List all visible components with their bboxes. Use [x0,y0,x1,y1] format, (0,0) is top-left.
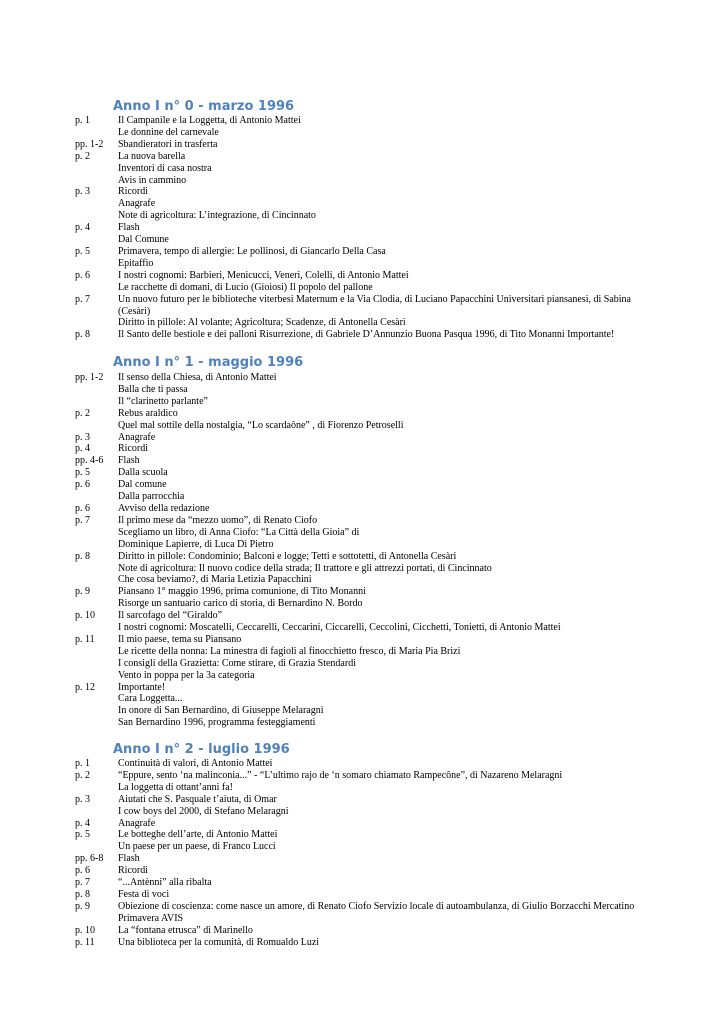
article-title: Il sarcofago del “Giraldo” [118,610,223,622]
entry-titles [118,270,658,294]
page-number: p. 10 [75,924,95,936]
page-number: p. 6 [75,479,90,491]
toc-entry [0,443,724,455]
article-title: “...Antènni” alla ribalta [118,877,212,889]
entry-titles [118,186,658,222]
entry-titles [118,443,658,455]
page-number: p. 1 [75,758,90,769]
toc-entry [0,829,724,853]
article-title: I nostri cognomi: Moscatelli, Ceccarelli, Ceccarini, Ciccarelli, Ceccolini, Cicchetti, Tonietti, di Antonio Mattei [118,622,561,634]
article-title: Anagrafe [118,198,156,210]
entry-titles [118,222,658,246]
toc-entry [0,408,724,432]
page-number: p. 9 [75,586,90,598]
toc-entry [0,794,724,818]
toc-entry [0,151,724,187]
article-title: Quel mal sottile della nostalgia, “Lo scardaône” , di Fiorenzo Petroselli [118,419,404,431]
entry-list [0,115,724,341]
article-title: La “fontana etrusca” di Marinello [118,924,253,936]
entry-titles [118,586,658,610]
toc-entry [0,515,724,551]
article-title: I nostri cognomi: Barbieri, Menicucci, Veneri, Colelli, di Antonio Mattei [118,269,409,281]
article-title: Continuità di valori, di Antonio Mattei [118,758,273,769]
article-title: Dalla scuola [118,467,168,479]
toc-entry [0,770,724,794]
article-title: La nuova barella [118,150,186,162]
toc-entry [0,270,724,294]
toc-entry [0,818,724,830]
article-title: Dal comune [118,479,167,491]
entry-titles [118,479,658,503]
article-title: Il senso della Chiesa, di Antonio Mattei [118,372,277,383]
entry-titles [118,151,658,187]
entry-titles [118,432,658,444]
article-title: Il mio paese, tema su Piansano [118,633,242,645]
article-title: Sbandieratori in trasferta [118,138,218,150]
article-title: Piansano 1° maggio 1996, prima comunione, di Tito Monanni [118,586,366,598]
toc-entry [0,853,724,865]
page-number: pp. 1-2 [75,372,104,383]
page-number: p. 6 [75,865,90,877]
entry-titles [118,551,658,587]
article-title: In onore di San Bernardino, di Giuseppe Melaragni [118,705,324,717]
entry-titles [118,877,658,889]
page-number: p. 8 [75,329,90,341]
toc-entry [0,329,724,341]
page-number: p. 9 [75,900,90,912]
entry-titles [118,372,658,408]
entry-titles [118,634,658,682]
article-title: Risorge un santuario carico di storia, di Bernardino N. Bordo [118,598,363,610]
article-title: Il primo mese da “mezzo uomo”, di Renato Ciofo [118,514,318,526]
entry-titles [118,682,658,730]
article-title: Ricordi [118,186,148,198]
page-number: p. 2 [75,769,90,781]
toc-entry [0,186,724,222]
entry-titles [118,889,658,901]
entry-titles [118,853,658,865]
toc-entry [0,246,724,270]
article-title: Le donnine del carnevale [118,126,219,138]
article-title: Rebus araldico [118,407,178,419]
article-title: Anagrafe [118,817,156,829]
toc-entry [0,479,724,503]
article-title: Note di agricoltura: L’integrazione, di Cincinnato [118,210,316,222]
toc-entry [0,610,724,634]
entry-titles [118,901,658,925]
article-title: Balla che ti passa [118,383,188,395]
article-title: Flash [118,853,140,865]
entry-titles [118,246,658,270]
article-title: Una biblioteca per la comunità, di Romualdo Luzi [118,936,320,948]
article-title: Il Campanile e la Loggetta, di Antonio Mattei [118,115,301,126]
article-title: Ricordi [118,865,148,877]
article-title: Aiutati che S. Pasquale t’aiuta, di Omar [118,793,277,805]
article-title: Epitaffio [118,257,154,269]
entry-titles [118,408,658,432]
page-number: p. 1 [75,115,90,126]
article-title: I cow boys del 2000, di Stefano Melaragni [118,805,289,817]
page-number: p. 3 [75,431,90,443]
article-title: Che cosa beviamo?, di Maria Letizia Papacchini [118,574,312,586]
article-title: Le botteghe dell’arte, di Antonio Mattei [118,829,278,841]
toc-entry [0,115,724,139]
toc-entry [0,901,724,925]
article-title: Anagrafe [118,431,156,443]
article-title: Ricordi [118,443,148,455]
entry-titles [118,794,658,818]
page-number: p. 10 [75,610,95,622]
toc-entry [0,758,724,770]
page-number: p. 12 [75,681,95,693]
toc-entry [0,937,724,949]
entry-titles [118,818,658,830]
entry-titles [118,865,658,877]
article-title: Inventori di casa nostra [118,162,212,174]
article-title: Festa di voci [118,888,170,900]
article-title: La loggetta di ottant’anni fa! [118,781,233,793]
entry-titles [118,515,658,551]
toc-entry [0,467,724,479]
page-number: pp. 1-2 [75,138,104,150]
article-title: Dominique Lapierre, di Luca Di Pietro [118,538,274,550]
page-number: p. 7 [75,514,90,526]
article-title: Un nuovo futuro per le biblioteche viterbesi Maternum e la Via Clodia, di Luciano Papacchini Universitari piansanesi, di Sabina [118,293,631,305]
entry-titles [118,115,658,139]
page-number: p. 3 [75,793,90,805]
page-number: p. 4 [75,817,90,829]
toc-entry [0,503,724,515]
toc-entry [0,586,724,610]
page-number: p. 8 [75,550,90,562]
article-title: Note di agricoltura: Il nuovo codice della strada; Il trattore e gli attrezzi portati, di Cincinnato [118,562,492,574]
article-title: Il “clarinetto parlante” [118,395,208,407]
issue-heading: Anno I n° 2 - luglio 1996 [113,742,290,757]
entry-titles [118,610,658,634]
entry-titles [118,329,658,341]
toc-entry [0,139,724,151]
entry-titles [118,294,658,330]
page-number: p. 2 [75,407,90,419]
toc-entry [0,294,724,330]
article-title: I consigli della Grazietta: Come stirare, di Grazia Stendardi [118,657,356,669]
toc-entry [0,372,724,408]
page-number: p. 4 [75,443,90,455]
entry-titles [118,770,658,794]
toc-entry [0,865,724,877]
article-title: Dalla parrocchia [118,491,185,503]
page-number: p. 2 [75,150,90,162]
article-title: Primavera, tempo di allergie: Le pollinosi, di Giancarlo Della Casa [118,245,386,257]
article-title: Cara Loggetta... [118,693,183,705]
entry-titles [118,758,658,770]
article-title: Avviso della redazione [118,502,210,514]
page-number: p. 7 [75,877,90,889]
article-title: Importante! [118,681,166,693]
toc-entry [0,432,724,444]
toc-entry [0,222,724,246]
article-title: Le racchette di domani, di Lucio (Gioiosi) Il popolo del pallone [118,281,373,293]
toc-entry [0,551,724,587]
article-title: Vento in poppa per la 3a categoria [118,669,255,681]
entry-titles [118,829,658,853]
article-title: Obiezione di coscienza: come nasce un amore, di Renato Ciofo Servizio locale di autoambulanza, di Giulio Borzacchi Mercatino [118,900,635,912]
entry-list [0,758,724,949]
article-title: Le ricette della nonna: La minestra di fagioli al finocchietto fresco, di Maria Pia Brizi [118,645,461,657]
entry-titles [118,139,658,151]
page-number: p. 8 [75,888,90,900]
article-title: “Eppure, sento ‘na malinconia...” - “L’ultimo rajo de ‘n somaro chiamato Rampecône”, di Nazareno Melaragni [118,769,563,781]
entry-titles [118,467,658,479]
page-number: p. 11 [75,936,95,948]
toc-entry [0,682,724,730]
issue-heading: Anno I n° 1 - maggio 1996 [113,355,304,370]
article-title: San Bernardino 1996, programma festeggiamenti [118,717,316,729]
toc-entry [0,889,724,901]
page-number: p. 11 [75,633,95,645]
article-title: Scegliamo un libro, di Anna Ciofo: “La Città della Gioia” di [118,526,360,538]
page-number: p. 5 [75,829,90,841]
page-number: pp. 6-8 [75,853,104,865]
page-number: p. 5 [75,467,90,479]
article-title: Il Santo delle bestiole e dei palloni Risurrezione, di Gabriele D’Annunzio Buona Pasqua 1996, di Tito Monanni Importante! [118,329,615,341]
page-number: p. 6 [75,269,90,281]
toc-entry [0,455,724,467]
page-number: p. 6 [75,502,90,514]
article-title: Primavera AVIS [118,912,184,924]
article-title: Flash [118,222,140,234]
page-number: pp. 4-6 [75,455,104,467]
entry-list [0,372,724,729]
page-number: p. 4 [75,222,90,234]
article-title: Dal Comune [118,234,169,246]
entry-titles [118,925,658,937]
page-number: p. 3 [75,186,90,198]
toc-entry [0,634,724,682]
entry-titles [118,455,658,467]
article-title: Diritto in pillole: Al volante; Agricoltura; Scadenze, di Antonella Cesàri [118,317,406,329]
article-title: Flash [118,455,140,467]
page-number: p. 5 [75,245,90,257]
page-number: p. 7 [75,293,90,305]
entry-titles [118,937,658,949]
toc-entry [0,925,724,937]
entry-titles [118,503,658,515]
article-title: (Cesàri) [118,305,151,317]
article-title: Diritto in pillole: Condominio; Balconi e logge; Tetti e sottotetti, di Antonella Cesàri [118,550,457,562]
toc-entry [0,877,724,889]
article-title: Un paese per un paese, di Franco Lucci [118,841,276,853]
issue-heading: Anno I n° 0 - marzo 1996 [113,99,295,114]
article-title: Avis in cammino [118,174,187,186]
